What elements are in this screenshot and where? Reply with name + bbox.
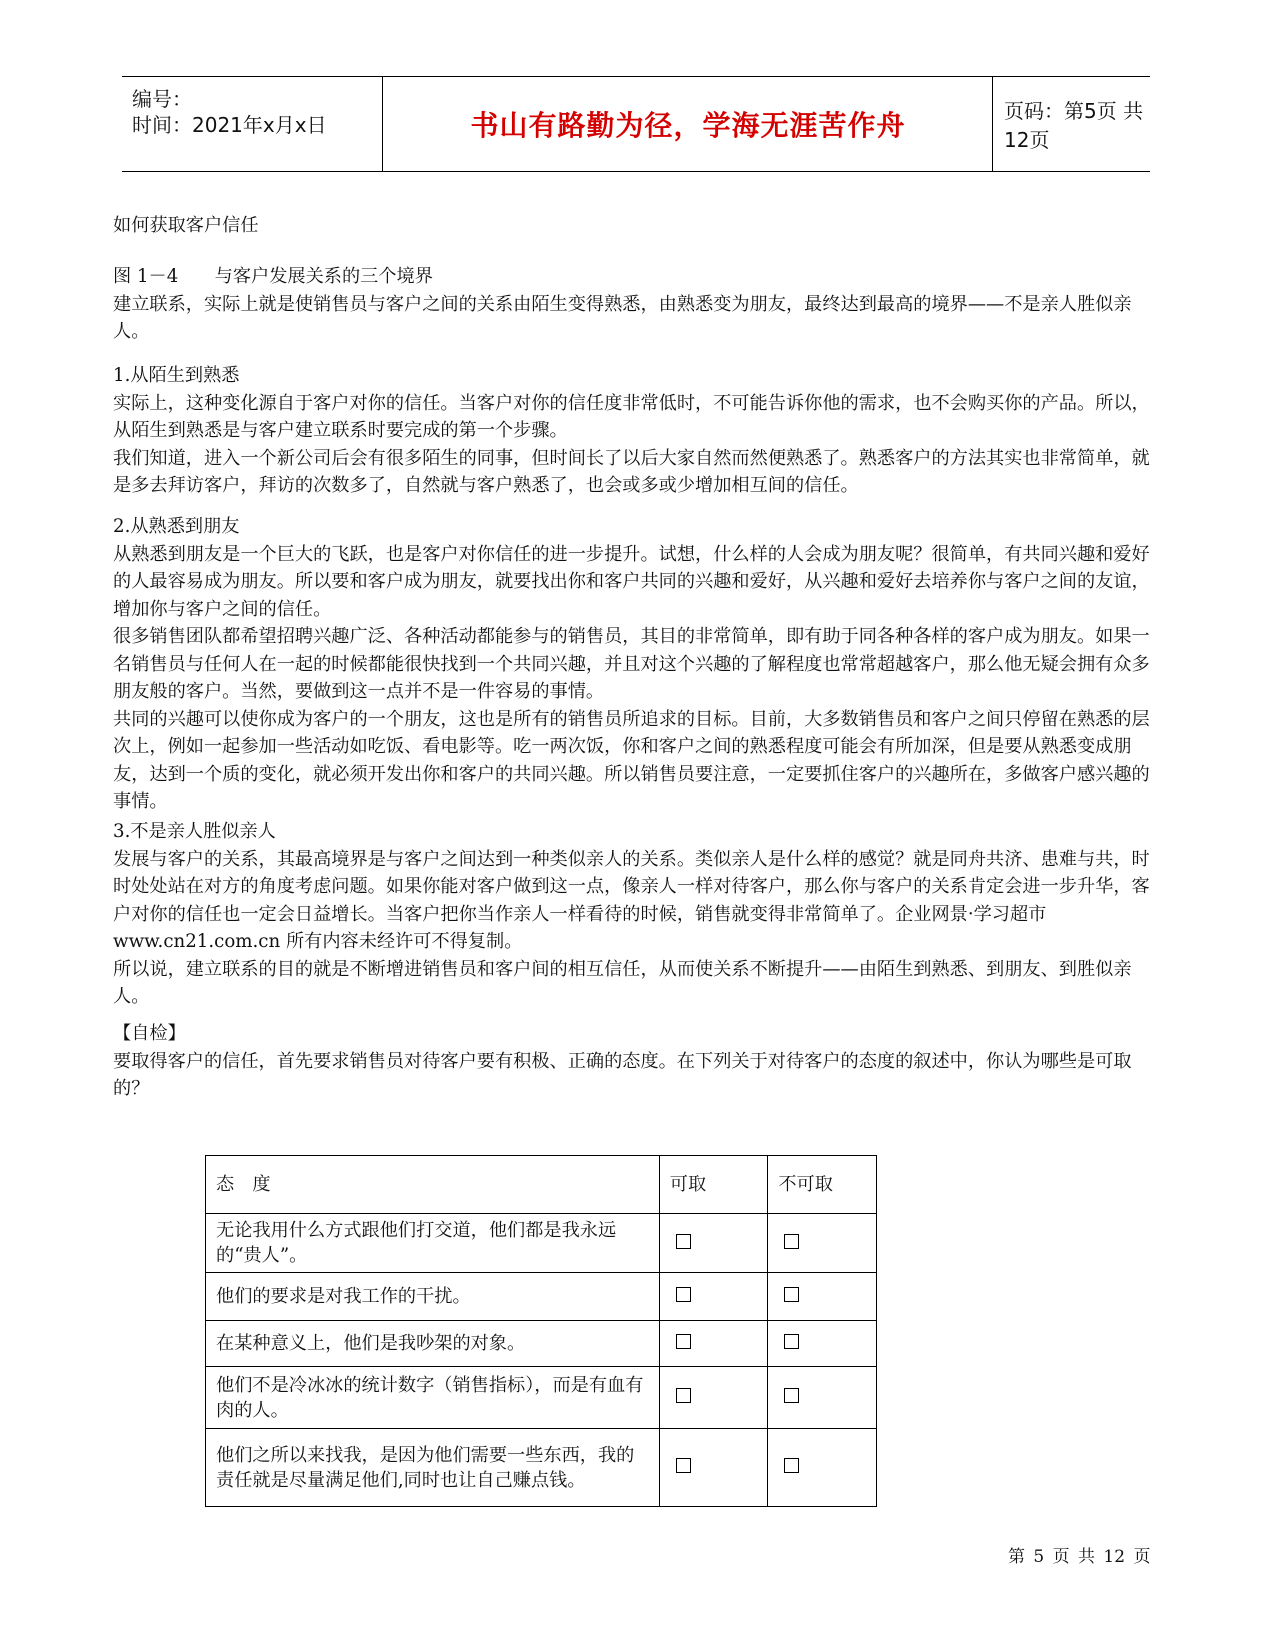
paragraph: 共同的兴趣可以使你成为客户的一个朋友，这也是所有的销售员所追求的目标。目前，大多数销售员和客户之间只停留在熟悉的层次上，例如一起参加一些活动如吃饭、看电影等。吃一两次饭，你和客户之间的熟悉程度可能会有所加深，但是要从熟悉变成朋友，达到一个质的变化，就必须开发出你和客户的共同兴趣。所以销售员要注意，一定要抓住客户的兴趣所在，多做客户感兴趣的事情。 bbox=[113, 708, 1150, 812]
serial-label: 编号： bbox=[132, 87, 192, 111]
attitude-statement: 他们之所以来找我，是因为他们需要一些东西，我的责任就是尽量满足他们,同时也让自己赚点钱。 bbox=[206, 1429, 660, 1507]
empty-checkbox-icon[interactable] bbox=[784, 1287, 799, 1302]
unacceptable-cell[interactable] bbox=[768, 1367, 877, 1429]
table-header-row bbox=[206, 1156, 877, 1214]
attitude-statement: 他们的要求是对我工作的干扰。 bbox=[206, 1273, 660, 1321]
empty-checkbox-icon[interactable] bbox=[784, 1388, 799, 1403]
doc-title: 如何获取客户信任 bbox=[113, 215, 259, 236]
paragraph: 所以说，建立联系的目的就是不断增进销售员和客户间的相互信任，从而使关系不断提升——由陌生到熟悉、到朋友、到胜似亲人。 bbox=[113, 958, 1132, 1007]
attitude-statement: 他们不是冷冰冰的统计数字（销售指标），而是有血有肉的人。 bbox=[206, 1367, 660, 1429]
acceptable-cell[interactable] bbox=[659, 1273, 768, 1321]
paragraph: 很多销售团队都希望招聘兴趣广泛、各种活动都能参与的销售员，其目的非常简单，即有助于同各种各样的客户成为朋友。如果一名销售员与任何人在一起的时候都能很快找到一个共同兴趣，并且对这个兴趣的了解程度也常常超越客户，那么他无疑会拥有众多朋友般的客户。当然，要做到这一点并不是一件容易的事情。 bbox=[113, 626, 1150, 702]
unacceptable-cell[interactable] bbox=[768, 1273, 877, 1321]
unacceptable-cell[interactable] bbox=[768, 1429, 877, 1507]
acceptable-cell[interactable] bbox=[659, 1429, 768, 1507]
selfcheck-intro: 要取得客户的信任，首先要求销售员对待客户要有积极、正确的态度。在下列关于对待客户的态度的叙述中，你认为哪些是可取的？ bbox=[113, 1050, 1132, 1099]
table-row bbox=[206, 1321, 877, 1367]
table-row bbox=[206, 1273, 877, 1321]
table-row bbox=[206, 1367, 877, 1429]
empty-checkbox-icon[interactable] bbox=[676, 1458, 691, 1473]
header-motto: 书山有路勤为径，学海无涯苦作舟 bbox=[470, 109, 906, 142]
selfcheck-table bbox=[205, 1155, 877, 1507]
figure-caption: 图 1－4 与客户发展关系的三个境界 bbox=[113, 266, 433, 287]
selfcheck-heading: 【自检】 bbox=[113, 1023, 186, 1044]
page-footer: 第 5 页 共 12 页 bbox=[1008, 1547, 1151, 1567]
section-heading: 2.从熟悉到朋友 bbox=[113, 516, 240, 537]
unacceptable-cell[interactable] bbox=[768, 1321, 877, 1367]
table-row bbox=[206, 1214, 877, 1273]
paragraph: 我们知道，进入一个新公司后会有很多陌生的同事，但时间长了以后大家自然而然便熟悉了。熟悉客户的方法其实也非常简单，就是多去拜访客户，拜访的次数多了，自然就与客户熟悉了，也会或多或少增加相互间的信任。 bbox=[113, 447, 1150, 496]
acceptable-cell[interactable] bbox=[659, 1214, 768, 1273]
empty-checkbox-icon[interactable] bbox=[676, 1388, 691, 1403]
header-divider bbox=[992, 77, 993, 171]
acceptable-cell[interactable] bbox=[659, 1367, 768, 1429]
section-heading: 1.从陌生到熟悉 bbox=[113, 365, 240, 386]
page-header bbox=[122, 76, 1150, 172]
column-header-attitude: 态 度 bbox=[206, 1156, 660, 1214]
acceptable-cell[interactable] bbox=[659, 1321, 768, 1367]
empty-checkbox-icon[interactable] bbox=[784, 1458, 799, 1473]
empty-checkbox-icon[interactable] bbox=[676, 1234, 691, 1249]
unacceptable-cell[interactable] bbox=[768, 1214, 877, 1273]
empty-checkbox-icon[interactable] bbox=[784, 1334, 799, 1349]
paragraph: 发展与客户的关系，其最高境界是与客户之间达到一种类似亲人的关系。类似亲人是什么样的感觉？就是同舟共济、患难与共，时时处处站在对方的角度考虑问题。如果你能对客户做到这一点，像亲人一样对待客户，那么你与客户的关系肯定会进一步升华，客户对你的信任也一定会日益增长。当客户把你当作亲人一样看待的时候，销售就变得非常简单了。企业网景·学习超市 www.cn21.com.cn 所有内容未经许可不得复制。 bbox=[113, 848, 1150, 952]
attitude-statement: 在某种意义上，他们是我吵架的对象。 bbox=[206, 1321, 660, 1367]
header-meta bbox=[132, 77, 382, 171]
paragraph: 实际上，这种变化源自于客户对你的信任。当客户对你的信任度非常低时，不可能告诉你他的需求，也不会购买你的产品。所以，从陌生到熟悉是与客户建立联系时要完成的第一个步骤。 bbox=[113, 392, 1150, 441]
paragraph: 从熟悉到朋友是一个巨大的飞跃，也是客户对你信任的进一步提升。试想，什么样的人会成为朋友呢？很简单，有共同兴趣和爱好的人最容易成为朋友。所以要和客户成为朋友，就要找出你和客户共同的兴趣和爱好，从兴趣和爱好去培养你与客户之间的友谊，增加你与客户之间的信任。 bbox=[113, 543, 1150, 620]
empty-checkbox-icon[interactable] bbox=[676, 1334, 691, 1349]
intro-paragraph: 建立联系，实际上就是使销售员与客户之间的关系由陌生变得熟悉，由熟悉变为朋友，最终达到最高的境界——不是亲人胜似亲人。 bbox=[113, 293, 1132, 342]
empty-checkbox-icon[interactable] bbox=[676, 1287, 691, 1302]
empty-checkbox-icon[interactable] bbox=[784, 1234, 799, 1249]
section-heading: 3.不是亲人胜似亲人 bbox=[113, 821, 276, 842]
header-page-label: 页码：第5页 共12页 bbox=[1004, 99, 1144, 152]
column-header-unacceptable: 不可取 bbox=[768, 1156, 877, 1214]
table-row bbox=[206, 1429, 877, 1507]
header-divider bbox=[382, 77, 383, 171]
attitude-statement: 无论我用什么方式跟他们打交道，他们都是我永远的“贵人”。 bbox=[206, 1214, 660, 1273]
column-header-acceptable: 可取 bbox=[659, 1156, 768, 1214]
time-label: 时间：2021年x月x日 bbox=[132, 113, 327, 137]
